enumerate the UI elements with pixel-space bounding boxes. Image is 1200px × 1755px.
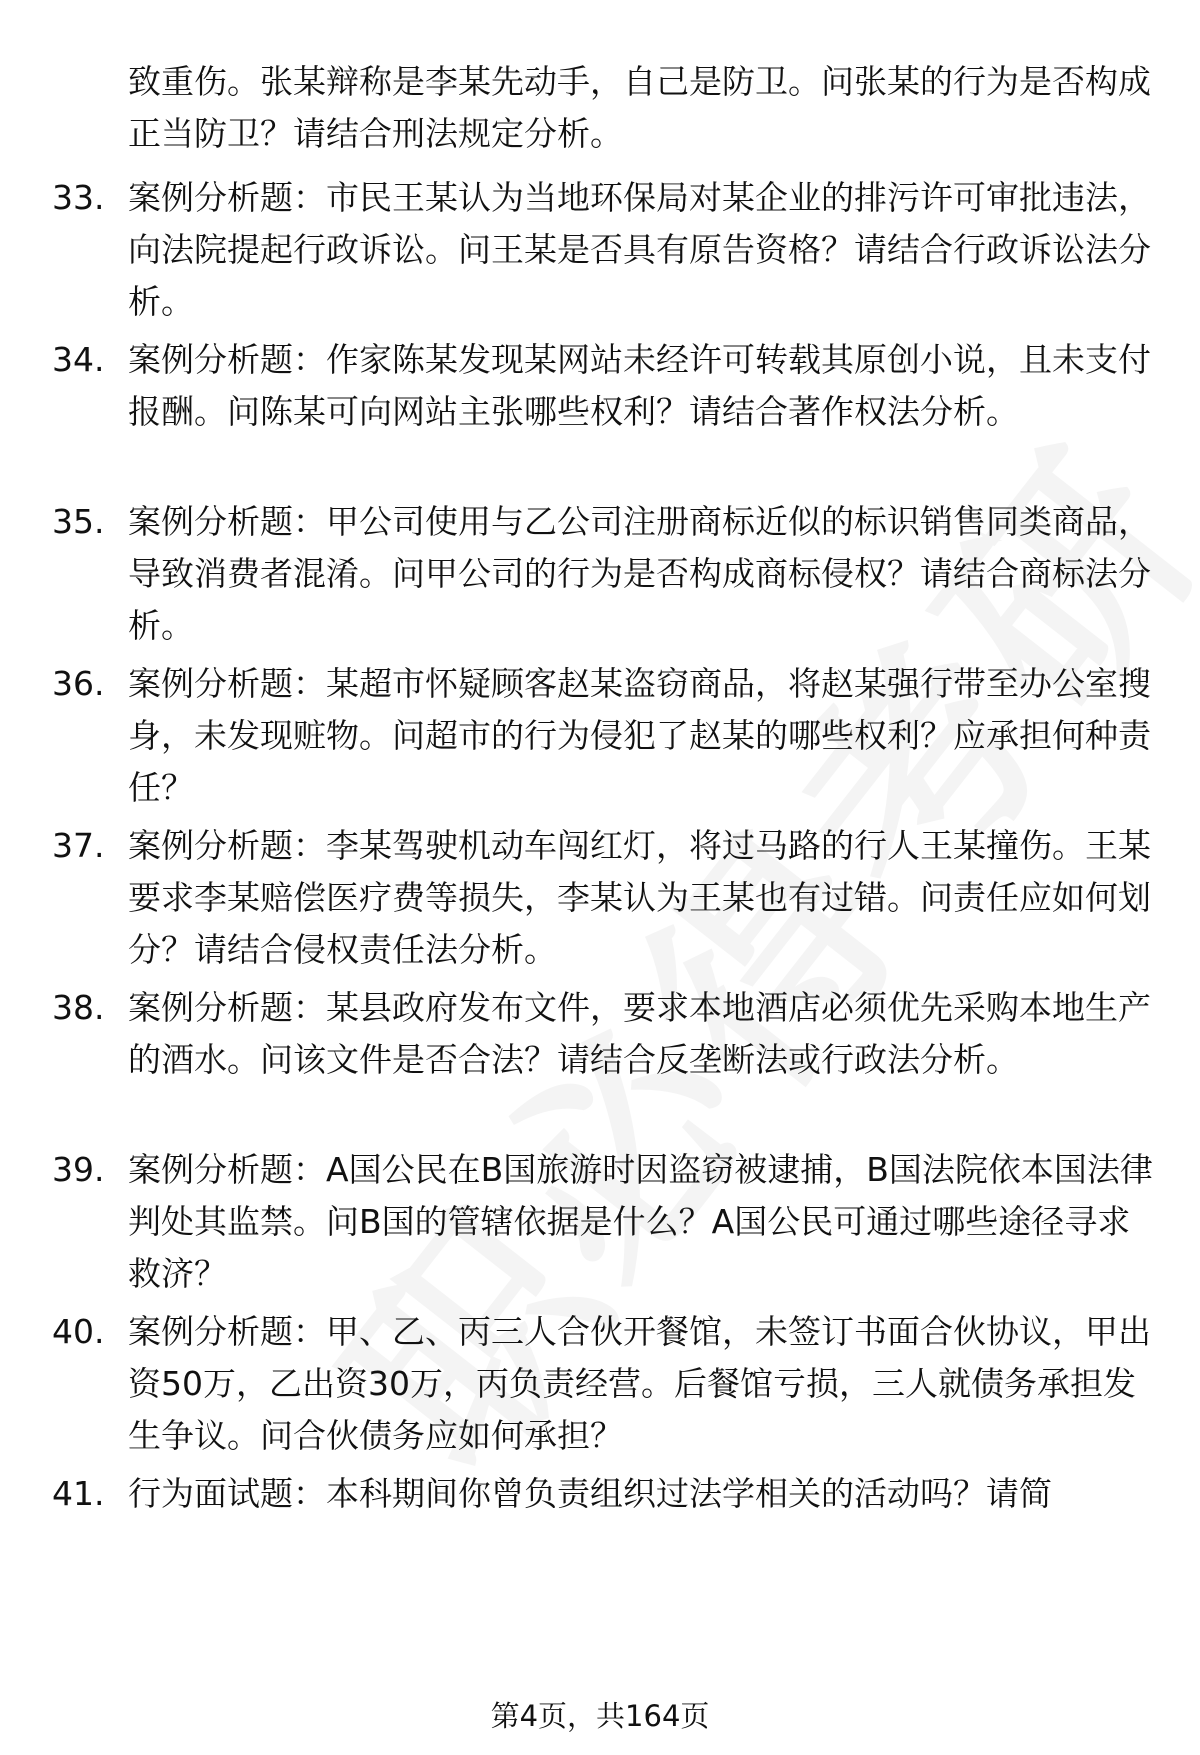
question-text: 案例分析题：李某驾驶机动车闯红灯，将过马路的行人王某撞伤。王某要求李某赔偿医疗费等损失，李某认为王某也有过错。问责任应如何划分？请结合侵权责任法分析。 (128, 826, 1151, 969)
question-number: 37. (52, 826, 105, 865)
question-number: 41. (52, 1474, 105, 1513)
question-number: 38. (52, 988, 105, 1027)
question-text: 案例分析题：作家陈某发现某网站未经许可转载其原创小说，且未支付报酬。问陈某可向网站主张哪些权利？请结合著作权法分析。 (128, 340, 1151, 431)
question-number: 33. (52, 178, 105, 217)
question-text: 案例分析题：市民王某认为当地环保局对某企业的排污许可审批违法，向法院提起行政诉讼。问王某是否具有原告资格？请结合行政诉讼法分析。 (128, 178, 1151, 321)
question-text: 案例分析题：A国公民在B国旅游时因盗窃被逮捕，B国法院依本国法律判处其监禁。问B国的管辖依据是什么？A国公民可通过哪些途径寻求救济？ (128, 1150, 1153, 1293)
question-number: 34. (52, 340, 105, 379)
question-text: 案例分析题：某县政府发布文件，要求本地酒店必须优先采购本地生产的酒水。问该文件是否合法？请结合反垄断法或行政法分析。 (128, 988, 1151, 1079)
question-number: 35. (52, 502, 105, 541)
question-text: 案例分析题：甲、乙、丙三人合伙开餐馆，未签订书面合伙协议，甲出资50万，乙出资30万，丙负责经营。后餐馆亏损，三人就债务承担发生争议。问合伙债务应如何承担？ (128, 1312, 1151, 1455)
question-number: 40. (52, 1312, 105, 1351)
question-number: 39. (52, 1150, 105, 1189)
question-text: 案例分析题：某超市怀疑顾客赵某盗窃商品，将赵某强行带至办公室搜身，未发现赃物。问超市的行为侵犯了赵某的哪些权利？应承担何种责任？ (128, 664, 1151, 807)
continued-question-text: 致重伤。张某辩称是李某先动手，自己是防卫。问张某的行为是否构成正当防卫？请结合刑法规定分析。 (128, 62, 1151, 153)
question-text: 案例分析题：甲公司使用与乙公司注册商标近似的标识销售同类商品，导致消费者混淆。问甲公司的行为是否构成商标侵权？请结合商标法分析。 (128, 502, 1151, 645)
page-footer: 第4页，共164页 (490, 1699, 710, 1733)
question-text: 行为面试题：本科期间你曾负责组织过法学相关的活动吗？请简 (128, 1474, 1052, 1513)
question-number: 36. (52, 664, 105, 703)
